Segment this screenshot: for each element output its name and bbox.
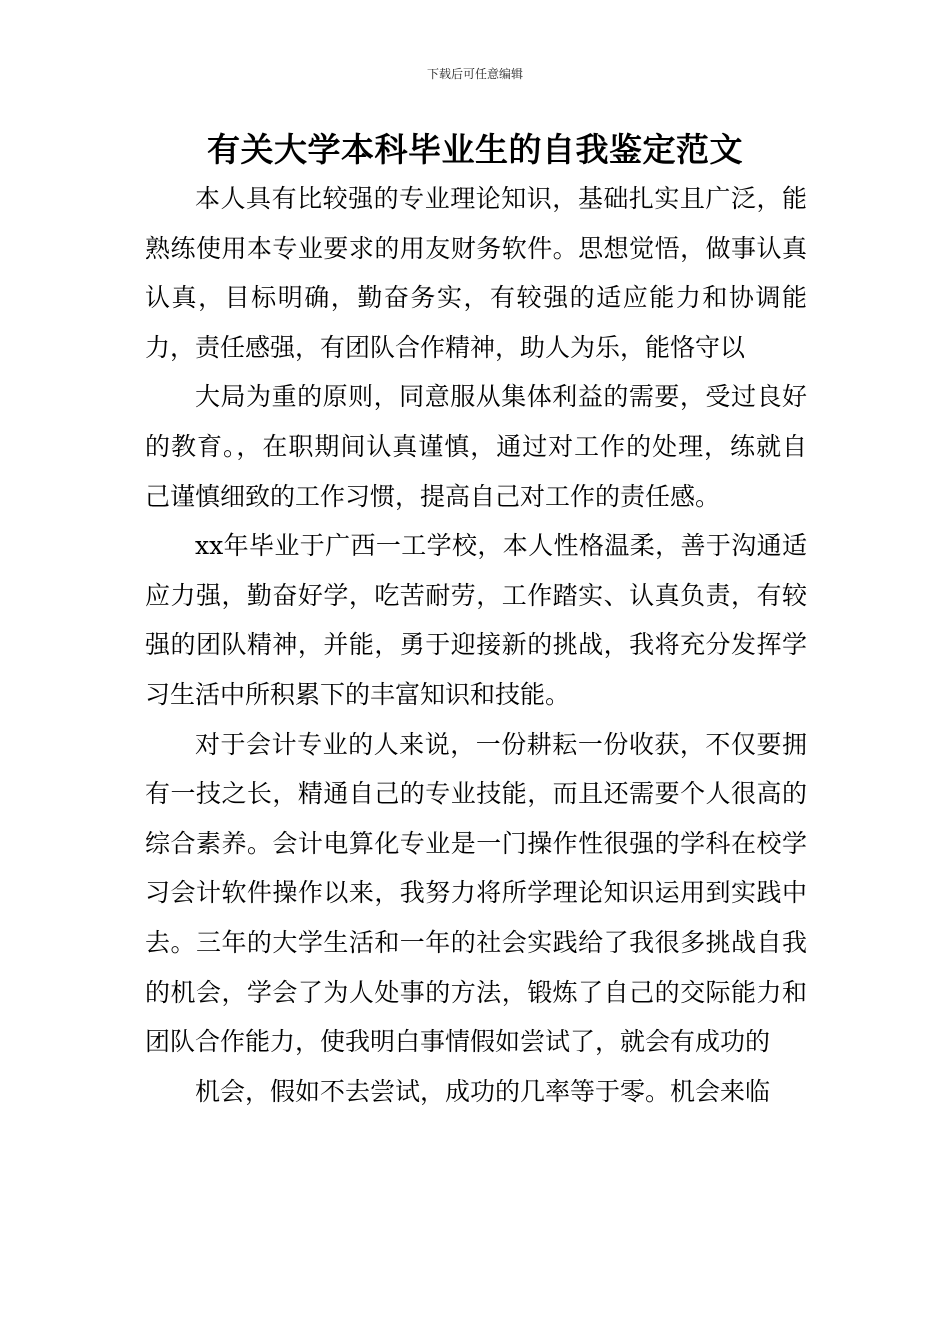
document-title: 有关大学本科毕业生的自我鉴定范文 [207, 130, 743, 169]
header-note: 下载后可任意编辑 [426, 67, 523, 81]
paragraph-2: 大局为重的原则，同意服从集体利益的需要，受过良好的教育。，在职期间认真谨慎，通过对工作的处理，练就自己谨慎细致的工作习惯，提高自己对工作的责任感。 [145, 382, 807, 511]
paragraph-4: 对于会计专业的人来说，一份耕耘一份收获，不仅要拥有一技之长，精通自己的专业技能，而且还需要个人很高的综合素养。会计电算化专业是一门操作性很强的学科在校学习会计软件操作以来，我努力将所学理论知识运用到实践中去。三年的大学生活和一年的社会实践给了我很多挑战自我的机会，学会了为人处事的方法，锻炼了自己的交际能力和团队合作能力，使我明白事情假如尝试了，就会有成功的 [145, 729, 807, 1057]
paragraph-5: 机会，假如不去尝试，成功的几率等于零。机会来临 [195, 1076, 771, 1106]
paragraph-3: xx年毕业于广西一工学校，本人性格温柔，善于沟通适应力强，勤奋好学，吃苦耐劳，工作踏实、认真负责，有较强的团队精神，并能，勇于迎接新的挑战，我将充分发挥学习生活中所积累下的丰富知识和技能。 [145, 531, 807, 709]
document-body [145, 174, 807, 1116]
paragraph-1: 本人具有比较强的专业理论知识，基础扎实且广泛，能熟练使用本专业要求的用友财务软件。思想觉悟，做事认真认真，目标明确，勤奋务实，有较强的适应能力和协调能力，责任感强，有团队合作精神，助人为乐，能恪守以 [145, 184, 807, 362]
